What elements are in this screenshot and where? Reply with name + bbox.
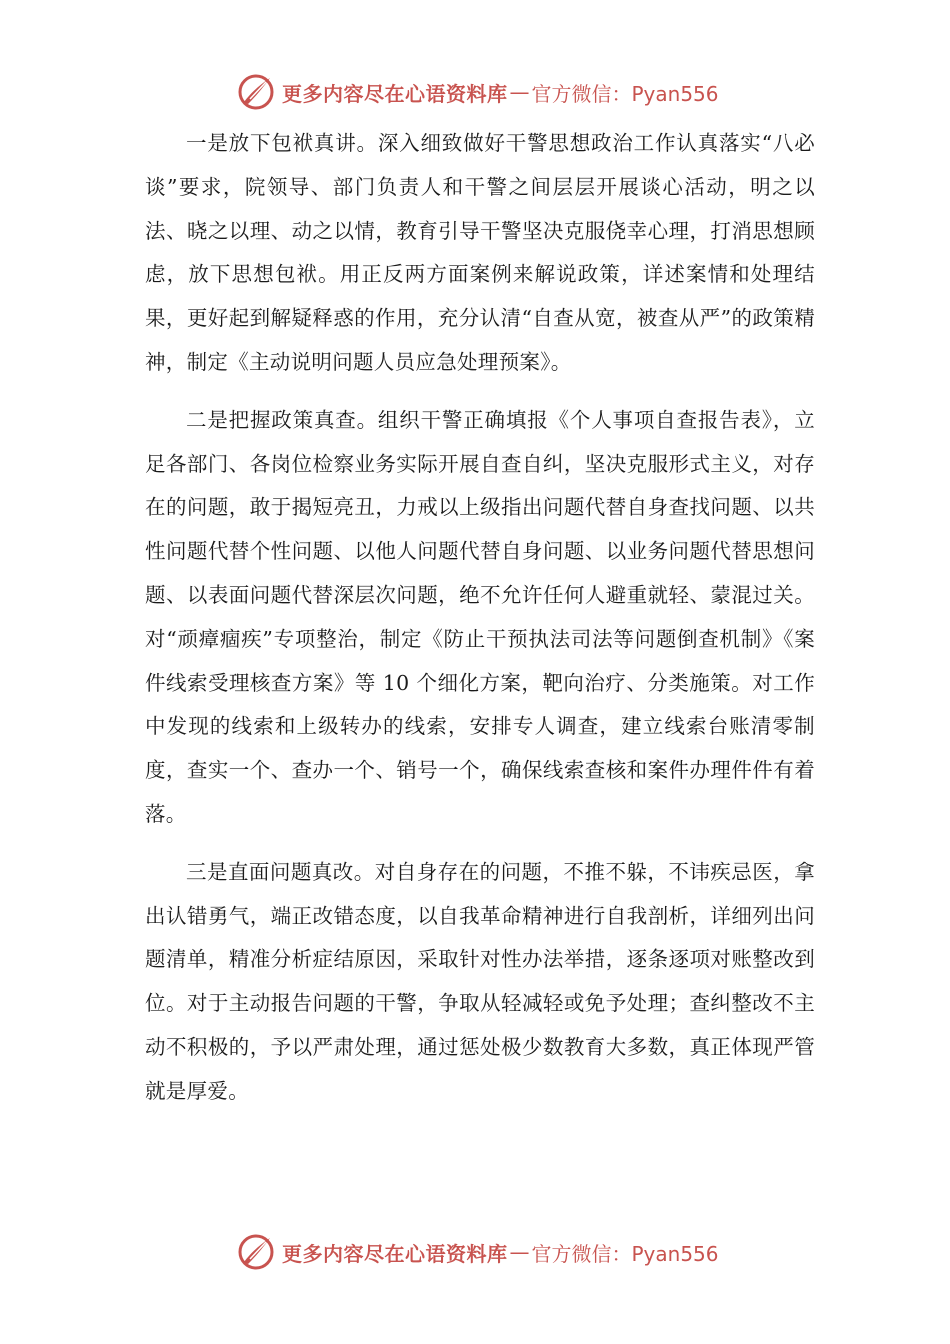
paragraph-2: 二是把握政策真查。组织干警正确填报《个人事项自查报告表》，立足各部门、各岗位检察业务实际开展自查自纠，坚决克服形式主义，对存在的问题，敢于揭短亮丑，力戒以上级指出问题代替自身查找问题、以共性问题代替个性问题、以他人问题代替自身问题、以业务问题代替思想问题、以表面问题代替深层次问题，绝不允许任何人避重就轻、蒙混过关。对“顽瘴痼疾”专项整治，制定《防止干预执法司法等问题倒查机制》《案件线索受理核查方案》等 10 个细化方案，靶向治疗、分类施策。对工作中发现的线索和上级转办的线索，安排专人调查，建立线索台账清零制度，查实一个、查办一个、销号一个，确保线索查核和案件办理件件有着落。	[145, 407, 815, 826]
banner-wechat: 官方微信：Pyan556	[531, 81, 719, 106]
banner-title: 更多内容尽在心语资料库	[282, 81, 508, 106]
footer-banner-separator: —	[509, 1240, 530, 1264]
quill-logo-icon	[236, 1232, 276, 1272]
banner-separator: —	[509, 80, 530, 104]
footer-banner-wechat: 官方微信：Pyan556	[531, 1241, 719, 1266]
quill-logo-icon	[236, 72, 276, 112]
footer-banner-title: 更多内容尽在心语资料库	[282, 1241, 508, 1266]
document-body	[145, 122, 815, 1128]
footer-banner	[236, 1230, 756, 1274]
header-banner	[236, 70, 756, 114]
paragraph-3: 三是直面问题真改。对自身存在的问题，不推不躲，不讳疾忌医，拿出认错勇气，端正改错态度，以自我革命精神进行自我剖析，详细列出问题清单，精准分析症结原因，采取针对性办法举措，逐条逐项对账整改到位。对于主动报告问题的干警，争取从轻减轻或免予处理；查纠整改不主动不积极的，予以严肃处理，通过惩处极少数教育大多数，真正体现严管就是厚爱。	[145, 859, 815, 1103]
paragraph-1: 一是放下包袱真讲。深入细致做好干警思想政治工作认真落实“八必谈”要求，院领导、部门负责人和干警之间层层开展谈心活动，明之以法、晓之以理、动之以情，教育引导干警坚决克服侥幸心理，打消思想顾虑，放下思想包袱。用正反两方面案例来解说政策，详述案情和处理结果，更好起到解疑释惑的作用，充分认清“自查从宽，被查从严”的政策精神，制定《主动说明问题人员应急处理预案》。	[145, 131, 815, 374]
